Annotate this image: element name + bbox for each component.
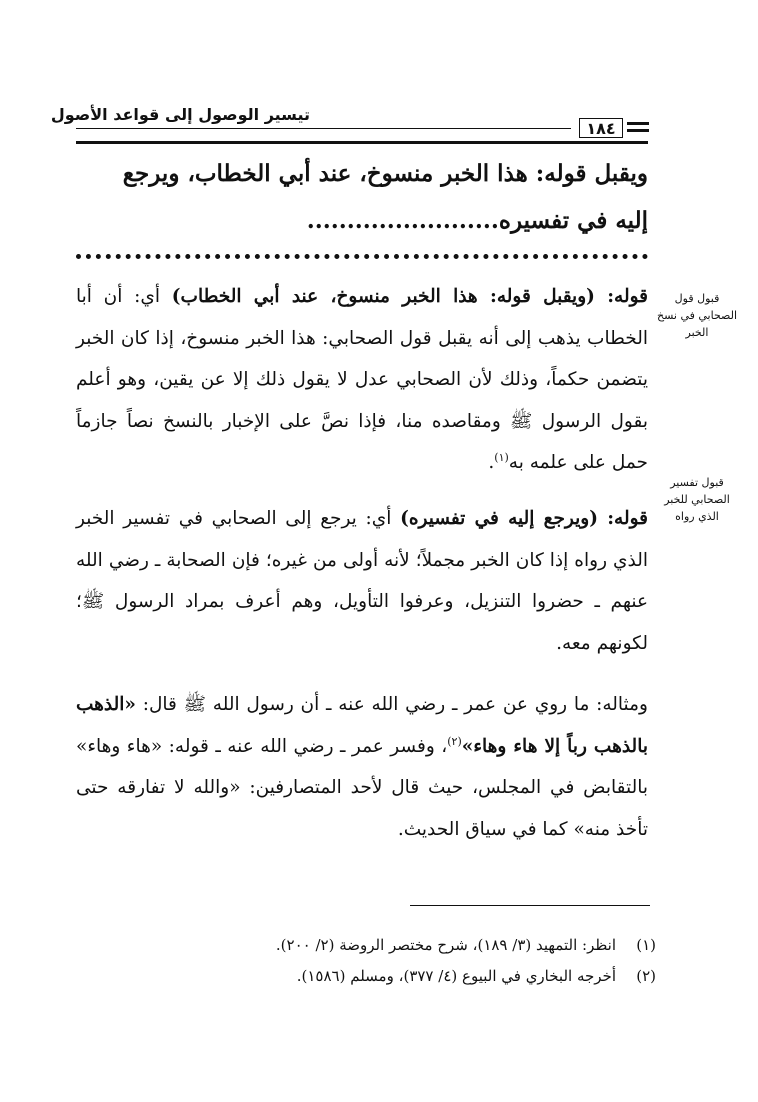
footnote-number: (١) xyxy=(636,936,656,954)
dotted-separator xyxy=(76,244,648,259)
paragraph-text: ومثاله: ما روي عن عمر ـ رضي الله عنه ـ أن رسول الله ﷺ قال: xyxy=(142,694,648,715)
footnote-number: (٢) xyxy=(636,967,656,985)
footnote-text: انظر: التمهيد (٣/ ١٨٩)، شرح مختصر الروضة (٢/ ٢٠٠). xyxy=(275,936,616,954)
footnote-separator xyxy=(410,905,650,906)
header-ornament-line xyxy=(627,129,649,132)
paragraph-text: أي: أن أبا الخطاب يذهب إلى أنه يقبل قول الصحابي: هذا الخبر منسوخ، إذا كان الخبر يتضمن حكماً، وذلك لأن الصحابي عدل لا يقول ذلك إلا عن يقين، وهو أعلم بقول الرسول ﷺ ومقاصده منا، فإذا نصَّ على الإخبار بالنسخ نصاً جازماً حمل على علمه به xyxy=(76,286,648,473)
commentary-paragraph xyxy=(76,498,648,664)
paragraph-end: . xyxy=(488,452,495,473)
paragraph-lead: قوله: (ويرجع إليه في تفسيره) xyxy=(400,508,648,529)
matn-line: ويقبل قوله: هذا الخبر منسوخ، عند أبي الخطاب، ويرجع xyxy=(122,160,648,187)
commentary-paragraph xyxy=(76,684,648,850)
matn-text xyxy=(76,150,648,244)
running-header-title: تيسير الوصول إلى قواعد الأصول xyxy=(50,105,310,124)
paragraph-lead: قوله: (ويقبل قوله: هذا الخبر منسوخ، عند أبي الخطاب) xyxy=(171,286,648,307)
header-rule-bottom xyxy=(76,141,648,144)
hadith-quote: «الذهب بالذهب رباً إلا هاء وهاء» xyxy=(76,694,648,757)
paragraph-text: أي: يرجع إلى الصحابي في تفسير الخبر الذي رواه إذا كان الخبر مجملاً؛ لأنه أولى من غيره؛ فإن الصحابة ـ رضي الله عنهم ـ حضروا التنزيل، وعرفوا التأويل، وهم أعرف بمراد الرسول ﷺ؛ لكونهم معه. xyxy=(76,508,648,654)
footnote-ref: (١) xyxy=(494,450,509,464)
matn-line: إليه في تفسيره........................ xyxy=(306,207,648,234)
footnote xyxy=(76,961,656,992)
header-rule-top xyxy=(76,128,571,129)
side-note: قبول قول الصحابي في نسخ الخبر xyxy=(656,292,738,339)
side-note: قبول تفسير الصحابي للخبر الذي رواه xyxy=(664,476,730,523)
commentary-paragraph xyxy=(76,276,648,484)
header-ornament-line xyxy=(627,122,649,125)
paragraph-text: ، وفسر عمر ـ رضي الله عنه ـ قوله: «هاء وهاء» بالتقابض في المجلس، حيث قال لأحد المتصارفين: «والله لا تفارقه حتى تأخذ منه» كما في سياق الحديث. xyxy=(76,735,648,840)
footnote xyxy=(76,930,656,961)
page-number: ١٨٤ xyxy=(579,118,623,138)
footnote-text: أخرجه البخاري في البيوع (٤/ ٣٧٧)، ومسلم (١٥٨٦). xyxy=(296,967,616,985)
footnotes xyxy=(76,930,656,992)
footnote-ref: (٢) xyxy=(447,734,462,748)
